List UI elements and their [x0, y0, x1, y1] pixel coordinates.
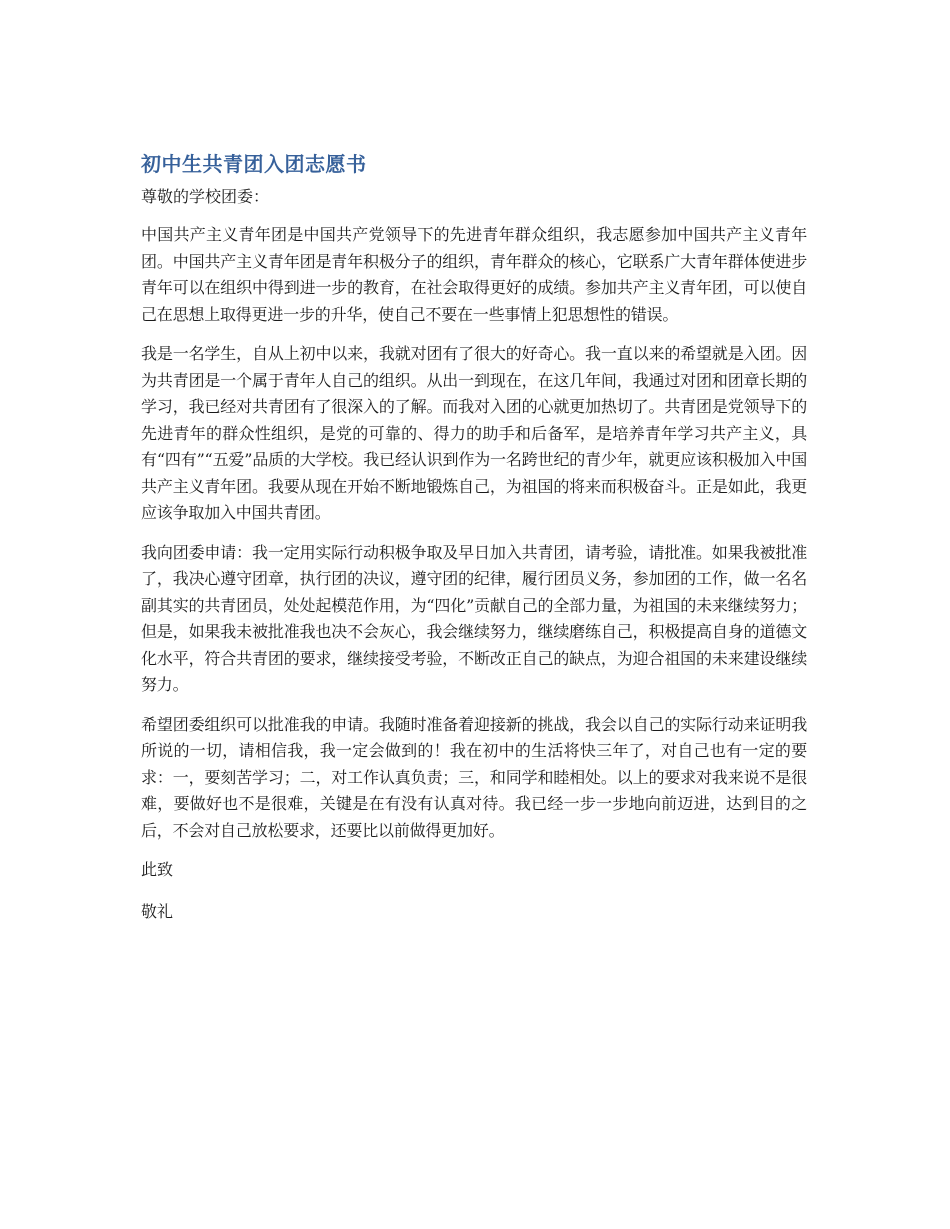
body-paragraph-2: 我是一名学生，自从上初中以来，我就对团有了很大的好奇心。我一直以来的希望就是入团。因为共青团是一个属于青年人自己的组织。从出一到现在，在这几年间，我通过对团和团章长期的学习，我已经对共青团有了很深入的了解。而我对入团的心就更加热切了。共青团是党领导下的先进青年的群众性组织，是党的可靠的、得力的助手和后备军，是培养青年学习共产主义，具有“四有”“五爱”品质的大学校。我已经认识到作为一名跨世纪的青少年，就更应该积极加入中国共产主义青年团。我要从现在开始不断地锻炼自己，为祖国的将来而积极奋斗。正是如此，我更应该争取加入中国共青团。	[141, 344, 807, 522]
body-paragraph-1: 中国共产主义青年团是中国共产党领导下的先进青年群众组织，我志愿参加中国共产主义青年团。中国共产主义青年团是青年积极分子的组织，青年群众的核心，它联系广大青年群体使进步青年可以在组织中得到进一步的教育，在社会取得更好的成绩。参加共产主义青年团，可以使自己在思想上取得更进一步的升华，使自己不要在一些事情上犯思想性的错误。	[141, 225, 807, 324]
document-title: 初中生共青团入团志愿书	[141, 152, 367, 176]
closing-cizhi: 此致	[141, 860, 174, 879]
closing-jingli: 敬礼	[141, 902, 174, 921]
document-page	[141, 150, 807, 941]
body-paragraph-3: 我向团委申请：我一定用实际行动积极争取及早日加入共青团，请考验，请批准。如果我被批准了，我决心遵守团章，执行团的决议，遵守团的纪律，履行团员义务，参加团的工作，做一名名副其实的共青团员，处处起模范作用，为“四化”贡献自己的全部力量，为祖国的未来继续努力；但是，如果我未被批准我也决不会灰心，我会继续努力，继续磨练自己，积极提高自身的道德文化水平，符合共青团的要求，继续接受考验，不断改正自己的缺点，为迎合祖国的未来建设继续努力。	[141, 542, 807, 694]
salutation: 尊敬的学校团委：	[141, 187, 270, 206]
body-paragraph-4: 希望团委组织可以批准我的申请。我随时准备着迎接新的挑战，我会以自己的实际行动来证明我所说的一切，请相信我，我一定会做到的！我在初中的生活将快三年了，对自己也有一定的要求：一，要刻苦学习；二，对工作认真负责；三，和同学和睦相处。以上的要求对我来说不是很难，要做好也不是很难，关键是在有没有认真对待。我已经一步一步地向前迈进，达到目的之后，不会对自己放松要求，还要比以前做得更加好。	[141, 714, 807, 840]
